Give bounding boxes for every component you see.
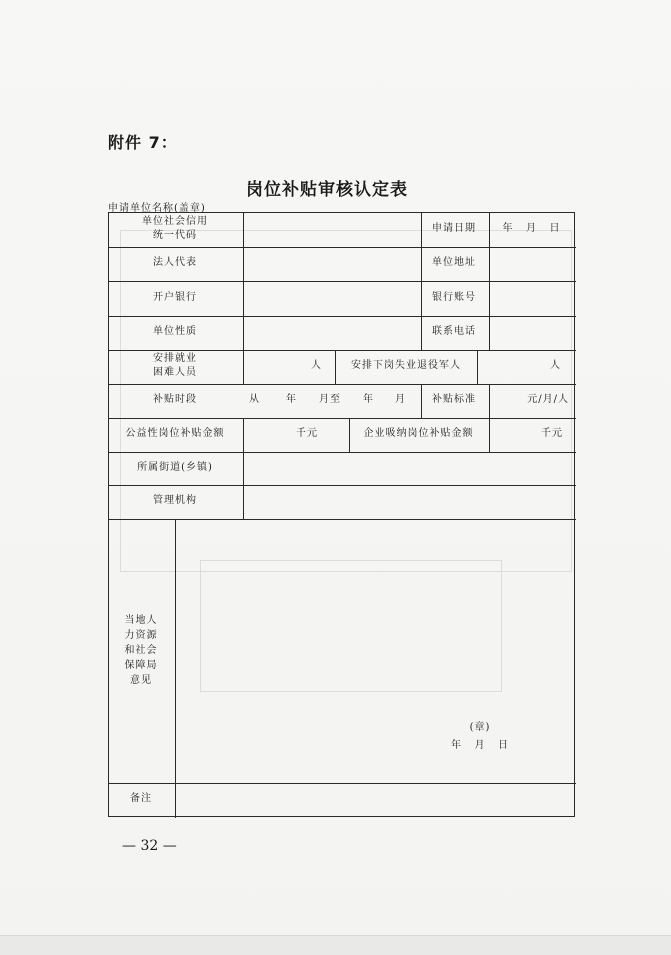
subsidy-period-field[interactable] — [243, 383, 420, 417]
apply-date-label: 申请日期 — [432, 223, 476, 234]
veteran-count[interactable] — [477, 349, 575, 383]
hard-employment-label-line1: 安排就业 — [153, 353, 197, 364]
person-unit: 人 — [550, 360, 561, 371]
legal-rep-label: 法人代表 — [153, 257, 197, 268]
hard-employment-label — [108, 349, 242, 383]
opinion-label-line: 力资源 — [124, 629, 158, 641]
veteran-label: 安排下岗失业退役军人 — [351, 360, 461, 371]
enterprise-post-amount-label: 企业吸纳岗位补贴金额 — [363, 428, 474, 439]
remark-field[interactable] — [175, 782, 575, 816]
credit-code-label-line1: 单位社会信用 — [142, 216, 208, 227]
street-field[interactable] — [243, 451, 575, 484]
subsidy-std-field[interactable] — [488, 383, 575, 417]
legal-rep-field[interactable] — [243, 246, 420, 280]
opinion-label-line: 保障局 — [124, 659, 158, 671]
month1-text: 月至 — [319, 394, 341, 405]
account-field[interactable] — [488, 280, 575, 315]
subsidy-std-label: 补贴标准 — [432, 394, 476, 405]
subsidy-period-label: 补贴时段 — [153, 394, 197, 405]
applicant-name-label: 申请单位名称(盖章) — [108, 203, 206, 214]
attachment-label: 附件 7： — [108, 133, 178, 152]
hard-employment-label-line2: 困难人员 — [153, 367, 197, 378]
scan-bottom-edge — [0, 935, 671, 955]
management-field[interactable] — [243, 484, 575, 518]
unit-nature-label: 单位性质 — [153, 326, 197, 337]
subsidy-std-unit: 元/月/人 — [527, 394, 569, 405]
unit-nature-field[interactable] — [243, 315, 420, 349]
credit-code-label-line2: 统一代码 — [153, 230, 197, 241]
bank-field[interactable] — [243, 280, 420, 315]
hr-bureau-opinion-label — [108, 518, 174, 782]
credit-code-field[interactable] — [243, 212, 420, 246]
thousand-yuan-unit: 千元 — [296, 428, 318, 439]
year2-text: 年 — [363, 394, 374, 405]
year1-text: 年 — [286, 394, 297, 405]
phone-field[interactable] — [488, 315, 575, 349]
month2-text: 月 — [395, 394, 406, 405]
seal-placeholder: (章) — [469, 722, 491, 733]
page-title: 岗位补贴审核认定表 — [246, 180, 408, 200]
apply-date-value[interactable]: 年 月 日 — [502, 223, 561, 234]
enterprise-post-amount-field[interactable] — [488, 417, 575, 451]
credit-code-label — [108, 212, 242, 246]
phone-label: 联系电话 — [432, 326, 476, 337]
hard-employment-count[interactable] — [243, 349, 334, 383]
opinion-label-line: 当地人 — [124, 614, 158, 626]
address-label: 单位地址 — [432, 257, 476, 268]
account-label: 银行账号 — [432, 291, 476, 303]
opinion-label-line: 和社会 — [124, 644, 158, 656]
from-text: 从 — [249, 394, 260, 405]
street-label: 所属街道(乡镇) — [137, 461, 213, 473]
opinion-date: 年 月 日 — [450, 740, 510, 751]
management-label: 管理机构 — [153, 495, 197, 506]
bank-label: 开户银行 — [153, 291, 197, 303]
address-field[interactable] — [488, 246, 575, 280]
page-number: — 32 — — [122, 838, 177, 854]
remark-label: 备注 — [130, 793, 152, 804]
public-post-amount-field[interactable] — [243, 417, 348, 451]
opinion-label-line: 意见 — [130, 674, 152, 686]
person-unit: 人 — [311, 360, 322, 371]
thousand-yuan-unit: 千元 — [541, 428, 563, 439]
public-post-amount-label: 公益性岗位补贴金额 — [125, 428, 225, 439]
